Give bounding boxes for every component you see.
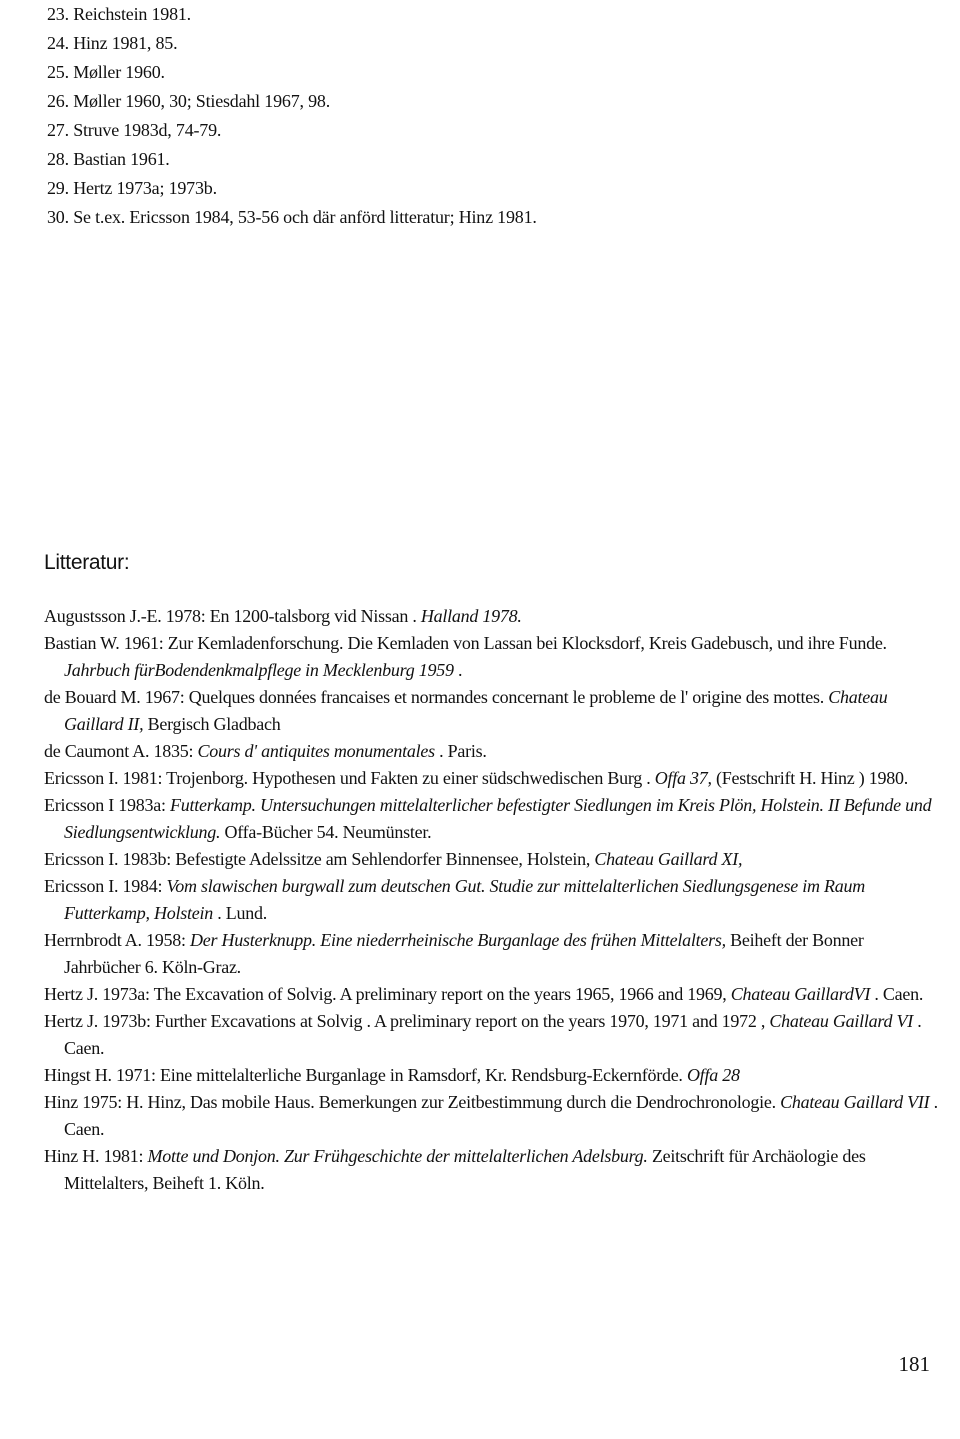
ref-text: Beiheft der Bonner Jahrbücher 6. Köln-Graz. bbox=[64, 930, 864, 977]
footnote: 24. Hinz 1981, 85. bbox=[47, 33, 178, 53]
ref-title: Chateau Gaillard II, bbox=[64, 687, 888, 734]
ref-text: Ericsson I. 1981: Trojenborg. Hypothesen und Fakten zu einer südschwedischen Burg . bbox=[44, 768, 655, 788]
ref-text: Hertz J. 1973a: The Excavation of Solvig. A preliminary report on the years 1965, 1966 and 1969, bbox=[44, 984, 731, 1004]
ref-title: Vom slawischen burgwall zum deutschen Gut. Studie zur mittelalterlichen Siedlungsgenese im Raum Futterkamp, Holstein bbox=[64, 876, 865, 923]
ref-title: Chateau Gaillard VII bbox=[780, 1092, 930, 1112]
footnote: 28. Bastian 1961. bbox=[47, 149, 170, 169]
reference-entry bbox=[44, 927, 944, 981]
ref-text: . Caen. bbox=[870, 984, 924, 1004]
reference-list bbox=[44, 603, 944, 1197]
ref-text: de Bouard M. 1967: Quelques données francaises et normandes concernant le probleme de l' origine des mottes. bbox=[44, 687, 829, 707]
footnote: 25. Møller 1960. bbox=[47, 62, 165, 82]
ref-text: Augustsson J.-E. 1978: En 1200-talsborg vid Nissan . bbox=[44, 606, 421, 626]
ref-title: Halland 1978. bbox=[420, 606, 522, 626]
reference-entry bbox=[44, 684, 944, 738]
ref-text: Zeitschrift für Archäologie des Mittelalters, Beiheft 1. Köln. bbox=[64, 1146, 866, 1193]
reference-entry bbox=[44, 873, 944, 927]
ref-text: (Festschrift H. Hinz ) 1980. bbox=[711, 768, 908, 788]
footnote: 29. Hertz 1973a; 1973b. bbox=[47, 178, 217, 198]
ref-text: Bastian W. 1961: Zur Kemladenforschung. Die Kemladen von Lassan bei Klocksdorf, Kreis Gadebusch, und ihre Funde. bbox=[44, 633, 887, 653]
footnote: 23. Reichstein 1981. bbox=[47, 4, 191, 24]
ref-text: de Caumont A. 1835: bbox=[44, 741, 198, 761]
reference-entry bbox=[44, 603, 944, 630]
ref-text: Hertz J. 1973b: Further Excavations at Solvig . A preliminary report on the years 1970, 1971 and 1972 , bbox=[44, 1011, 770, 1031]
ref-text: Ericsson I. 1984: bbox=[44, 876, 167, 896]
reference-entry bbox=[44, 1143, 944, 1197]
reference-entry bbox=[44, 765, 944, 792]
ref-title: Motte und Donjon. Zur Frühgeschichte der mittelalterlichen Adelsburg. bbox=[147, 1146, 648, 1166]
ref-text: Bergisch Gladbach bbox=[143, 714, 281, 734]
ref-title: Jahrbuch fürBodendenkmalpflege in Mecklenburg 1959 bbox=[64, 660, 454, 680]
ref-text: . Caen. bbox=[64, 1092, 938, 1139]
footnote: 30. Se t.ex. Ericsson 1984, 53-56 och där anförd litteratur; Hinz 1981. bbox=[47, 207, 537, 227]
reference-entry bbox=[44, 846, 944, 873]
ref-text: . bbox=[453, 660, 463, 680]
ref-text: Ericsson I 1983a: bbox=[44, 795, 170, 815]
ref-text: . Caen. bbox=[64, 1011, 922, 1058]
reference-entry bbox=[44, 792, 944, 846]
ref-title: Chateau Gaillard VI bbox=[769, 1011, 913, 1031]
ref-text: Offa-Bücher 54. Neumünster. bbox=[220, 822, 432, 842]
ref-title: Futterkamp. Untersuchungen mittelalterlicher befestigter Siedlungen im Kreis Plön, Holstein. II Befunde und Siedlungsentwicklung. bbox=[64, 795, 932, 842]
ref-text: . Paris. bbox=[434, 741, 487, 761]
footnote: 27. Struve 1983d, 74-79. bbox=[47, 120, 222, 140]
footnotes-list bbox=[47, 0, 927, 232]
ref-title: Der Husterknupp. Eine niederrheinische Burganlage des frühen Mittelalters, bbox=[189, 930, 726, 950]
reference-entry bbox=[44, 1089, 944, 1143]
ref-title: Cours d' antiquites monumentales bbox=[197, 741, 435, 761]
ref-text: Hinz 1975: H. Hinz, Das mobile Haus. Bemerkungen zur Zeitbestimmung durch die Dendrochronologie. bbox=[44, 1092, 781, 1112]
ref-text: Herrnbrodt A. 1958: bbox=[44, 930, 190, 950]
reference-entry bbox=[44, 630, 944, 684]
reference-entry bbox=[44, 981, 944, 1008]
reference-entry bbox=[44, 738, 944, 765]
ref-text: Hingst H. 1971: Eine mittelalterliche Burganlage in Ramsdorf, Kr. Rendsburg-Eckernförde. bbox=[44, 1065, 687, 1085]
page-number: 181 bbox=[898, 1352, 930, 1376]
ref-text: Hinz H. 1981: bbox=[44, 1146, 148, 1166]
ref-text: . Lund. bbox=[212, 903, 267, 923]
section-heading: Litteratur: bbox=[44, 551, 130, 574]
reference-entry bbox=[44, 1008, 944, 1062]
ref-title: Chateau Gaillard XI, bbox=[594, 849, 743, 869]
reference-entry bbox=[44, 1062, 944, 1089]
ref-text: Ericsson I. 1983b: Befestigte Adelssitze am Sehlendorfer Binnensee, Holstein, bbox=[44, 849, 595, 869]
ref-title: Offa 37, bbox=[654, 768, 712, 788]
ref-title: Offa 28 bbox=[686, 1065, 740, 1085]
ref-title: Chateau GaillardVI bbox=[730, 984, 871, 1004]
footnote: 26. Møller 1960, 30; Stiesdahl 1967, 98. bbox=[47, 91, 330, 111]
